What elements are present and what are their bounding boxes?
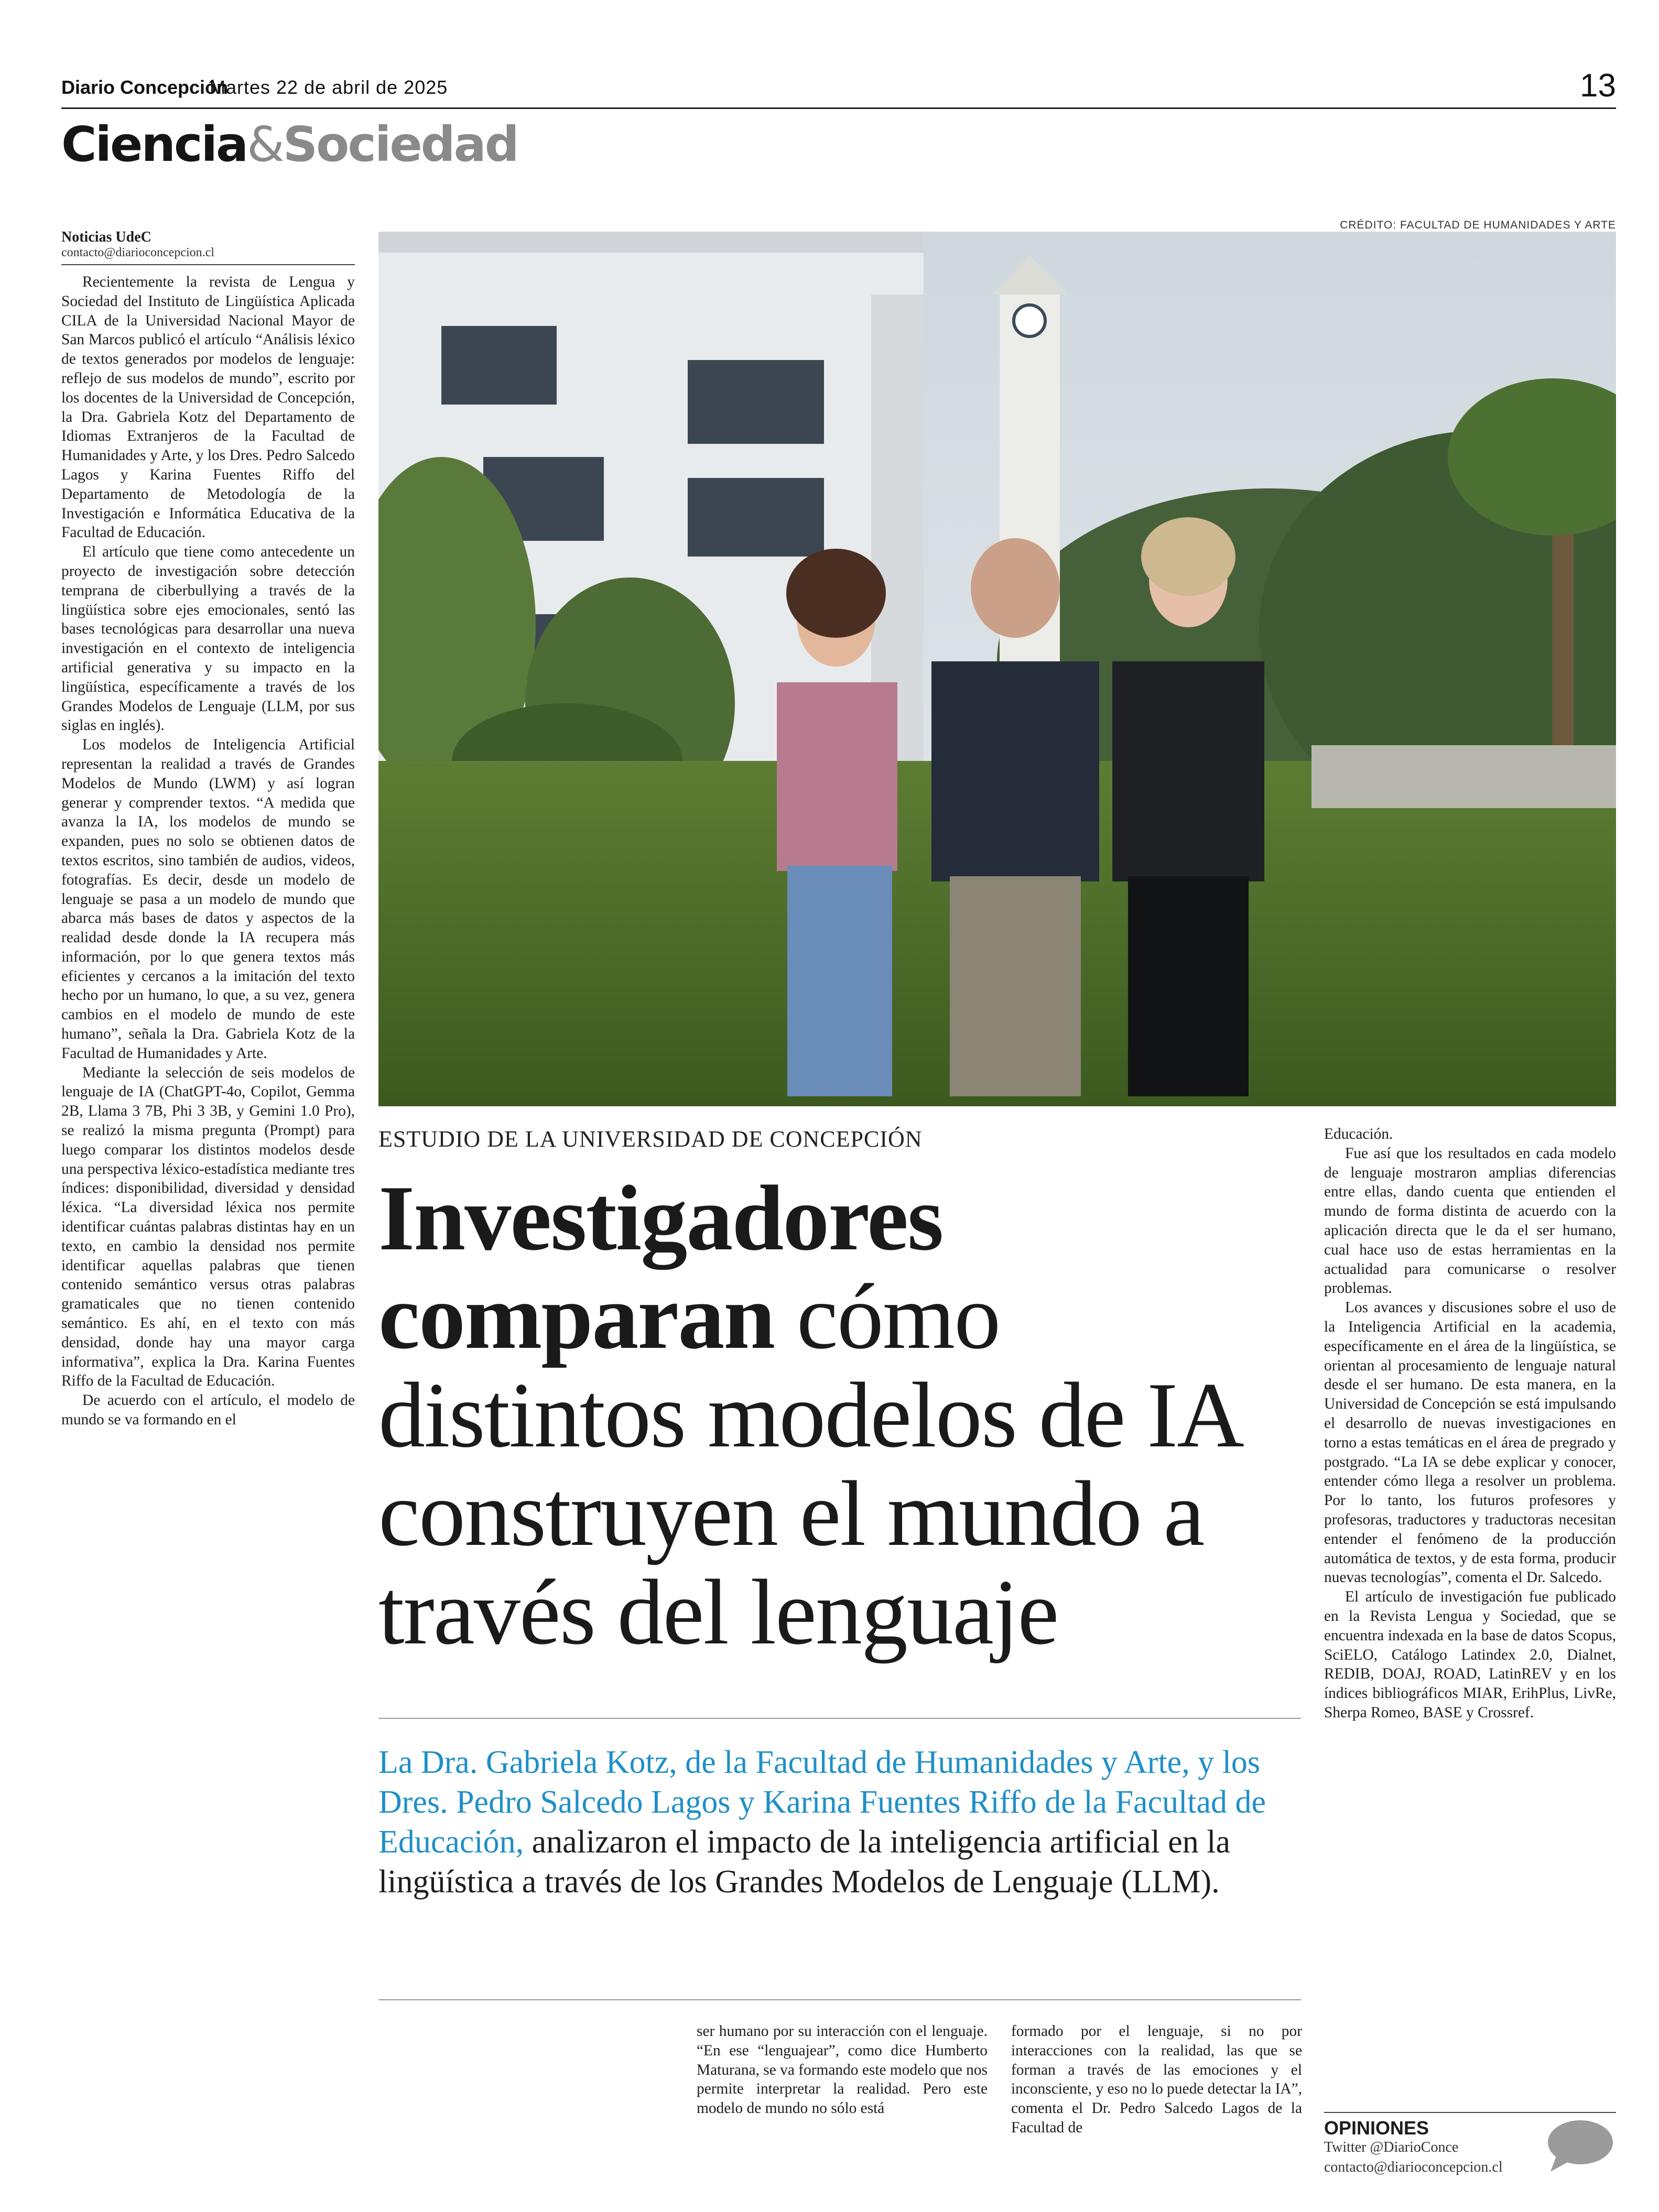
paragraph: El artículo que tiene como antecedente un proyecto de investigación sobre detección temprana de ciberbullying a través de la lingüística sobre ejes emocionales, sentó las bases tecnológicas para desarrollar una nueva investigación en el contexto de inteligencia artificial generativa y su impacto en la lingüística, específicamente a través de los Grandes Modelos de Lenguaje (LLM, por sus siglas en inglés). (61, 543, 355, 734)
headline-rule (378, 1718, 1301, 1719)
right-column (1324, 1125, 1616, 1723)
opinions-title: OPINIONES (1324, 2117, 1429, 2139)
opinions-twitter: Twitter @DiarioConce (1324, 2139, 1459, 2155)
body-column-3 (1011, 2022, 1302, 2138)
left-column (61, 229, 355, 1430)
headline-bold: Investigadores comparan (378, 1166, 943, 1368)
section-title-part1: Ciencia (61, 116, 247, 172)
header-rule (61, 107, 1616, 109)
section-title-part2: Sociedad (283, 116, 518, 172)
paragraph: El artículo de investigación fue publicado en la Revista Lengua y Sociedad, que se encuentra indexada en la base de datos Scopus, SciELO, Catálogo Latindex 2.0, Dialnet, REDIB, DOAJ, ROAD, LatinREV y en los índices bibliográficos MIAR, ErihPlus, LivRe, Sherpa Romeo, BASE y Crossref. (1324, 1588, 1616, 1721)
section-title-ampersand: & (247, 116, 283, 172)
lead-highlight: La Dra. Gabriela Kotz, de la Facultad de Humanidades y Arte, y los Dres. Pedro Salcedo Lagos y Karina Fuentes Riffo de la Facultad de Educación, (378, 1745, 1266, 1860)
speech-bubble-icon (1541, 2117, 1614, 2175)
opinions-rule (1324, 2112, 1616, 2113)
byline-email: contacto@diarioconcepcion.cl (61, 246, 214, 259)
paragraph: ser humano por su interacción con el lenguaje. “En ese “lenguajear”, como dice Humberto Maturana, se va formando este modelo que nos permite interpretar la realidad. Pero este modelo de mundo no sólo está (697, 2023, 988, 2117)
paragraph: Recientemente la revista de Lengua y Sociedad del Instituto de Lingüística Aplicada CILA de la Universidad Nacional Mayor de San Marcos publicó el artículo “Análisis léxico de textos generados por modelos de lenguaje: reflejo de sus modelos de mundo”, escrito por los docentes de la Universidad de Concepción, la Dra. Gabriela Kotz del Departamento de Idiomas Extranjeros de la Facultad de Humanidades y Arte, y los Dres. Pedro Salcedo Lagos y Karina Fuentes Riffo del Departamento de Metodología de la Investigación e Informática Educativa de la Facultad de Educación. (61, 274, 355, 541)
photo-credit: CRÉDITO: FACULTAD DE HUMANIDADES Y ARTE (1340, 219, 1616, 231)
paragraph: Fue así que los resultados en cada modelo de lenguaje mostraron amplias diferencias entre ellas, dando cuenta que entienden el mundo de forma distinta de acuerdo con la aplicación directa que le da el ser humano, cual hace uso de estas herramientas en la actualidad para comunicarse o resolver problemas. (1324, 1145, 1616, 1297)
paragraph: Los avances y discusiones sobre el uso de la Inteligencia Artificial en la academia, específicamente en el área de la lingüística, se orientan al procesamiento de lenguaje natural desde el ser humano. De esta manera, en la Universidad de Concepción se está impulsando el desarrollo de nuevas investigaciones en torno a estas temáticas en el área de pregrado y postgrado. “La IA se debe explicar y conocer, entender cómo llega a resolver un problema. Por lo tanto, los futuros profesores y profesoras, traductores y traductoras necesitan entender el fenómeno de la producción automática de textos, y de esta forma, producir nuevas tecnologías”, comenta el Dr. Salcedo. (1324, 1299, 1616, 1586)
issue-date: Martes 22 de abril de 2025 (210, 77, 448, 98)
left-column-body (61, 273, 355, 1430)
paragraph: Los modelos de Inteligencia Artificial representan la realidad a través de Grandes Modelos de Mundo (LWM) y así logran generar y comprender textos. “A medida que avanza la IA, los modelos de mundo se expanden, pues no solo se obtienen datos de textos escritos, sino también de audios, videos, fotografías. Es decir, desde un modelo de lenguaje se pasa a un modelo de mundo que abarca más bases de datos y aspectos de la realidad desde donde la IA recupera más información, por lo que genera textos más eficientes y cercanos a la imitación del texto hecho por un humano, lo que, a su vez, genera cambios en el modelo de mundo de este humano”, señala la Dra. Gabriela Kotz de la Facultad de Humanidades y Arte. (61, 736, 355, 1062)
byline-rule (61, 264, 355, 265)
article-kicker: ESTUDIO DE LA UNIVERSIDAD DE CONCEPCIÓN (378, 1126, 923, 1152)
lead-rest: analizaron el impacto de la inteligencia artificial en la lingüística a través de los Grandes Modelos de Lenguaje (LLM). (378, 1824, 1230, 1900)
byline-name: Noticias UdeC (61, 229, 151, 245)
paragraph: formado por el lenguaje, si no por interacciones con la realidad, las que se forman a través de las emociones y el inconsciente, y eso no lo puede detectar la IA”, comenta el Dr. Pedro Salcedo Lagos de la Facultad de (1011, 2023, 1302, 2136)
opinions-email: contacto@diarioconcepcion.cl (1324, 2159, 1503, 2175)
paragraph: Educación. (1324, 1126, 1393, 1142)
newspaper-name: Diario Concepción (61, 77, 229, 98)
page-number: 13 (1580, 68, 1616, 104)
article-photo (378, 232, 1616, 1106)
section-title (61, 116, 518, 172)
headline-regular: cómo distintos modelos de IA construyen el mundo a través del lenguaje (378, 1265, 1239, 1664)
researchers-photo-illustration (378, 232, 1616, 1106)
body-column-2 (697, 2022, 988, 2118)
article-headline (378, 1166, 1306, 1664)
article-lead (378, 1742, 1301, 1902)
lead-rule (378, 1999, 1301, 2000)
paragraph: De acuerdo con el artículo, el modelo de mundo se va formando en el (61, 1392, 355, 1429)
paragraph: Mediante la selección de seis modelos de lenguaje de IA (ChatGPT-4o, Copilot, Gemma 2B, Llama 3 7B, Phi 3 3B, y Gemini 1.0 Pro), se realizó la misma pregunta (Prompt) para luego comparar los distintos modelos desde una perspectiva léxico-estadística mediante tres índices: disponibilidad, diversidad y densidad léxica. “La diversidad léxica nos permite identificar cuántas palabras distintas hay en un texto, en cambio la densidad nos permite identificar aquellas palabras que tienen contenido semántico versus otras palabras gramaticales que no tienen contenido semántico. Es ahí, en el texto con más densidad, donde hay una mayor carga informativa”, explica la Dra. Karina Fuentes Riffo de la Facultad de Educación. (61, 1064, 355, 1390)
